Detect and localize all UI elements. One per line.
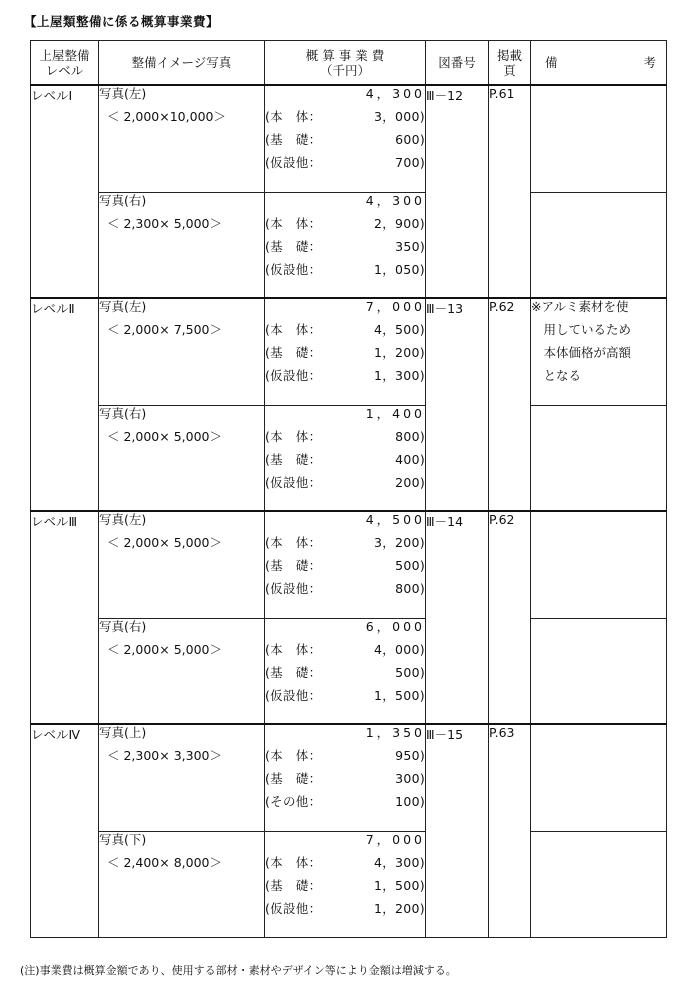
cost-table [30,40,667,938]
level-label: レベルⅣ [31,727,81,742]
page-cell [489,298,531,511]
cost-item-label: (基 礎： [265,345,322,360]
table-header-row [31,41,667,86]
photo-dimensions: ＜ 2,000× 5,000＞ [107,428,222,444]
remarks-cell [531,831,667,937]
cost-item-label: (仮設他： [265,581,322,596]
cost-breakdown-line [265,452,425,475]
cost-item-label: (本 体： [265,109,322,124]
header-cost [265,41,426,86]
cost-item-label: (本 体： [265,322,322,337]
cost-breakdown-line [265,901,425,924]
cost-item-label: (本 体： [265,215,322,231]
page-number: P.62 [489,299,515,314]
cost-total: 4，300 [365,192,425,208]
figure-number: Ⅲ－14 [426,514,464,529]
cost-breakdown-line [265,748,425,771]
cost-item-label: (仮設他： [265,687,322,703]
remarks-cell [531,85,667,192]
remark-line: 用しているため [531,322,632,337]
photo-label: 写真(右) [99,618,147,634]
figure-cell [426,85,489,298]
cost-item-label: (基 礎： [265,877,322,893]
remarks-cell [531,511,667,618]
cost-item-value: 700) [395,155,425,170]
level-cell [31,724,99,937]
cost-item-label: (仮設他： [265,900,322,916]
footnote: (注)事業費は概算金額であり、使用する部材・素材やデザイン等により金額は増減する。 [20,964,457,977]
remark-line: となる [531,368,582,383]
cost-total: 1，350 [365,725,425,740]
cost-breakdown-line [265,216,425,239]
photo-cell [99,511,265,618]
cost-item-label: (本 体： [265,535,322,550]
photo-dimensions: ＜ 2,000×10,000＞ [107,109,226,124]
cost-item-value: 4，000) [374,641,425,657]
cost-item-label: (仮設他： [265,474,322,490]
table-row [31,85,667,192]
cost-item-label: (本 体： [265,428,322,444]
header-cost-text: 概 算 事 業 費 （千円） [305,47,385,78]
header-level [31,41,99,86]
document-title: 【上屋類整備に係る概算事業費】 [24,14,220,29]
cost-item-value: 3，000) [374,109,425,124]
cost-item-value: 300) [395,771,425,786]
cost-item-label: (本 体： [265,748,322,763]
cost-breakdown-line [265,262,425,285]
level-label: レベルⅠ [31,88,73,103]
cost-total: 7，000 [365,299,425,314]
cost-breakdown-line [265,878,425,901]
header-photo [99,41,265,86]
photo-cell [99,724,265,831]
header-level-text: 上屋整備 レベル [39,47,90,78]
cost-item-value: 350) [395,238,425,254]
cost-item-value: 1，200) [374,345,425,360]
cost-item-value: 1，500) [374,877,425,893]
level-label: レベルⅢ [31,514,78,529]
level-label: レベルⅡ [31,301,75,316]
cost-item-value: 2，900) [374,215,425,231]
cost-item-value: 800) [395,428,425,444]
photo-dimensions: ＜ 2,400× 8,000＞ [107,854,222,870]
figure-cell [426,724,489,937]
table-row [31,511,667,618]
page-number: P.63 [489,725,515,740]
table-row [31,831,667,937]
photo-dimensions: ＜ 2,300× 5,000＞ [107,215,222,231]
figure-number: Ⅲ－12 [426,88,464,103]
cost-total: 4，500 [365,512,425,527]
cost-item-value: 200) [395,474,425,490]
cost-cell [265,831,426,937]
cost-item-label: (基 礎： [265,664,322,680]
cost-item-label: (仮設他： [265,155,322,170]
cost-item-value: 1，050) [374,261,425,277]
cost-cell [265,618,426,724]
remarks-cell [531,298,667,405]
figure-cell [426,298,489,511]
cost-breakdown-line [265,475,425,498]
photo-dimensions: ＜ 2,000× 5,000＞ [107,641,222,657]
cost-item-label: (基 礎： [265,238,322,254]
cost-item-value: 800) [395,581,425,596]
page-number: P.62 [489,512,515,527]
header-figure-text: 図番号 [438,55,476,70]
cost-breakdown-line [265,132,425,155]
cost-item-label: (仮設他： [265,261,322,277]
cost-breakdown-line [265,688,425,711]
cost-breakdown-line [265,239,425,262]
level-cell [31,511,99,724]
cost-item-label: (仮設他： [265,368,322,383]
table-row [31,724,667,831]
cost-breakdown-line [265,109,425,132]
cost-cell [265,85,426,192]
photo-label: 写真(右) [99,405,147,421]
header-remarks-left: 備 [545,55,558,70]
page-cell [489,511,531,724]
cost-breakdown-line [265,642,425,665]
cost-breakdown-line [265,368,425,391]
figure-number: Ⅲ－15 [426,727,464,742]
cost-item-value: 400) [395,451,425,467]
remark-line: 本体価格が高額 [531,345,632,360]
level-cell [31,298,99,511]
cost-item-value: 100) [395,794,425,809]
photo-label: 写真(左) [99,86,147,101]
cost-item-value: 4，500) [374,322,425,337]
cost-breakdown-line [265,581,425,604]
cost-breakdown-line [265,771,425,794]
cost-item-value: 4，300) [374,854,425,870]
header-page-text: 掲載 頁 [496,47,522,78]
photo-cell [99,298,265,405]
cost-cell [265,298,426,405]
page-number: P.61 [489,86,515,101]
cost-item-label: (本 体： [265,854,322,870]
header-remarks-right: 考 [643,55,656,70]
cost-total: 1，400 [365,405,425,421]
cost-item-label: (基 礎： [265,558,322,573]
header-photo-text: 整備イメージ写真 [131,55,232,70]
photo-label: 写真(下) [99,831,147,847]
cost-breakdown-line [265,322,425,345]
page-cell [489,724,531,937]
page-cell [489,85,531,298]
photo-dimensions: ＜ 2,000× 5,000＞ [107,535,222,550]
photo-cell [99,192,265,298]
table-row [31,298,667,405]
cost-item-value: 3，200) [374,535,425,550]
cost-breakdown-line [265,535,425,558]
cost-cell [265,724,426,831]
photo-dimensions: ＜ 2,000× 7,500＞ [107,322,222,337]
cost-breakdown-line [265,794,425,817]
cost-total: 6，000 [365,618,425,634]
table-row [31,618,667,724]
figure-cell [426,511,489,724]
photo-label: 写真(左) [99,299,147,314]
cost-breakdown-line [265,558,425,581]
cost-total: 7，000 [365,831,425,847]
cost-total: 4，300 [365,86,425,101]
photo-dimensions: ＜ 2,300× 3,300＞ [107,748,222,763]
photo-cell [99,618,265,724]
cost-item-label: (基 礎： [265,771,322,786]
remarks-cell [531,192,667,298]
remarks-cell [531,618,667,724]
cost-item-label: (基 礎： [265,132,322,147]
header-page [489,41,531,86]
cost-item-label: (その他： [265,794,322,809]
cost-cell [265,192,426,298]
photo-cell [99,85,265,192]
remark-line: ※アルミ素材を使 [531,299,629,314]
cost-item-value: 1，200) [374,900,425,916]
photo-cell [99,405,265,511]
cost-breakdown-line [265,345,425,368]
cost-item-value: 1，300) [374,368,425,383]
cost-item-label: (本 体： [265,641,322,657]
photo-label: 写真(右) [99,192,147,208]
remarks-cell [531,405,667,511]
cost-breakdown-line [265,665,425,688]
cost-item-value: 500) [395,558,425,573]
table-row [31,405,667,511]
photo-label: 写真(上) [99,725,147,740]
cost-item-value: 600) [395,132,425,147]
level-cell [31,85,99,298]
cost-cell [265,405,426,511]
cost-breakdown-line [265,855,425,878]
cost-item-value: 1，500) [374,687,425,703]
cost-cell [265,511,426,618]
header-remarks [531,41,667,86]
header-figure [426,41,489,86]
remarks-cell [531,724,667,831]
photo-cell [99,831,265,937]
figure-number: Ⅲ－13 [426,301,464,316]
cost-item-value: 500) [395,664,425,680]
cost-breakdown-line [265,155,425,178]
cost-item-label: (基 礎： [265,451,322,467]
cost-breakdown-line [265,429,425,452]
photo-label: 写真(左) [99,512,147,527]
table-row [31,192,667,298]
cost-item-value: 950) [395,748,425,763]
